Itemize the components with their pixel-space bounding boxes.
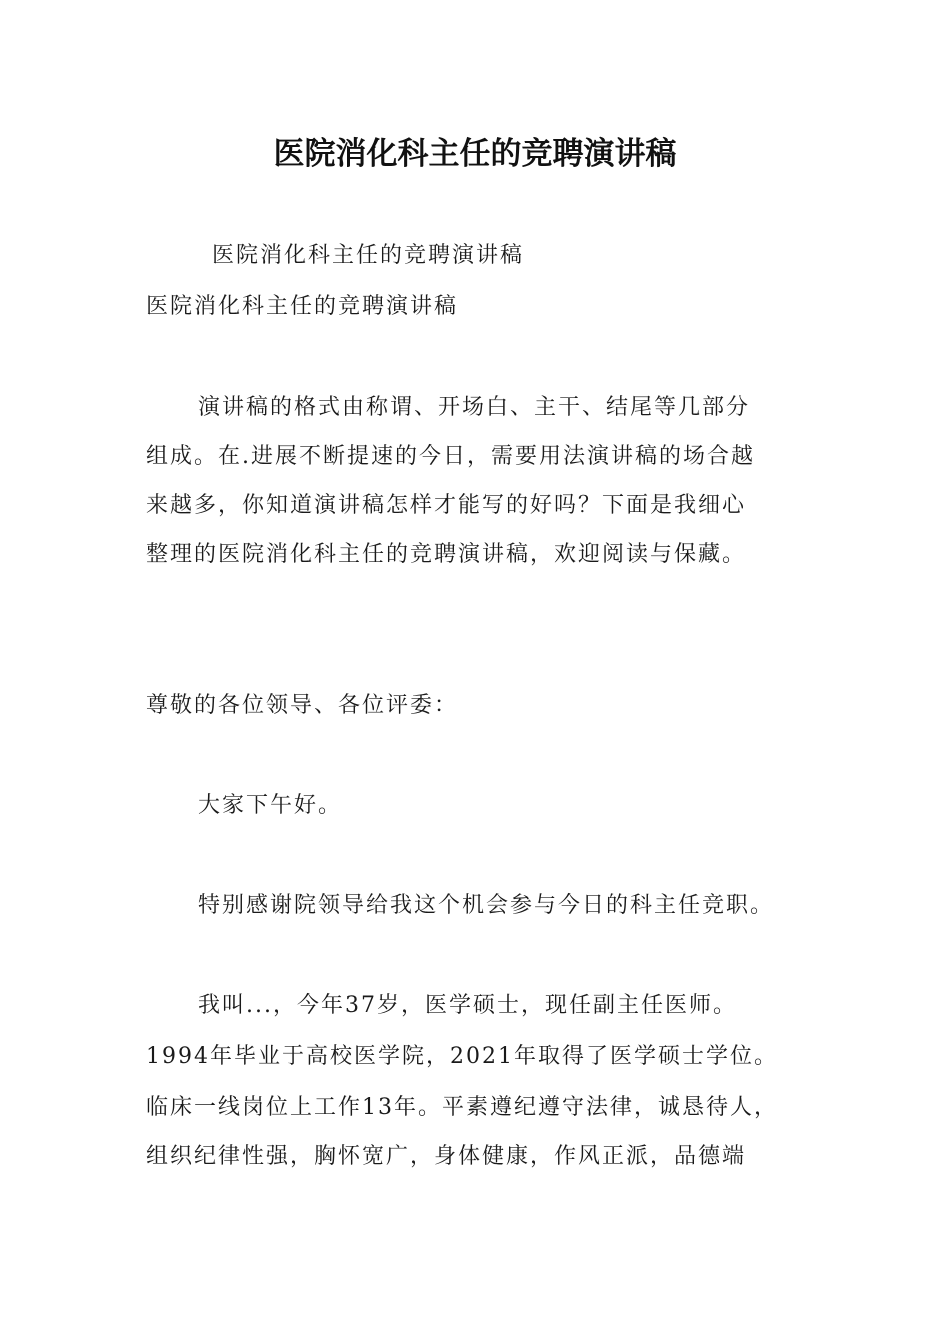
intro-line: 整理的医院消化科主任的竞聘演讲稿，欢迎阅读与保藏。 [146, 542, 747, 567]
intro-line: 来越多，你知道演讲稿怎样才能写的好吗？下面是我细心 [146, 493, 747, 518]
subtitle-line: 医院消化科主任的竞聘演讲稿 [212, 243, 525, 268]
intro-line: 组成。在.进展不断提速的今日，需要用法演讲稿的场合越 [146, 444, 755, 469]
greeting: 大家下午好。 [198, 793, 343, 818]
subtitle-line: 医院消化科主任的竞聘演讲稿 [146, 294, 459, 319]
intro-line: 演讲稿的格式由称谓、开场白、主干、结尾等几部分 [198, 395, 751, 420]
thanks-paragraph: 特别感谢院领导给我这个机会参与今日的科主任竞职。 [198, 893, 775, 918]
document-title: 医院消化科主任的竞聘演讲稿 [273, 136, 677, 172]
bio-line: 组织纪律性强，胸怀宽广，身体健康，作风正派，品德端 [146, 1144, 747, 1169]
bio-line: 临床一线岗位上工作13年。平素遵纪遵守法律，诚恳待人， [146, 1095, 778, 1120]
bio-line: 1994年毕业于高校医学院，2021年取得了医学硕士学位。 [146, 1044, 778, 1069]
salutation: 尊敬的各位领导、各位评委： [146, 693, 459, 718]
bio-line: 我叫...，今年37岁，医学硕士，现任副主任医师。 [198, 993, 737, 1018]
